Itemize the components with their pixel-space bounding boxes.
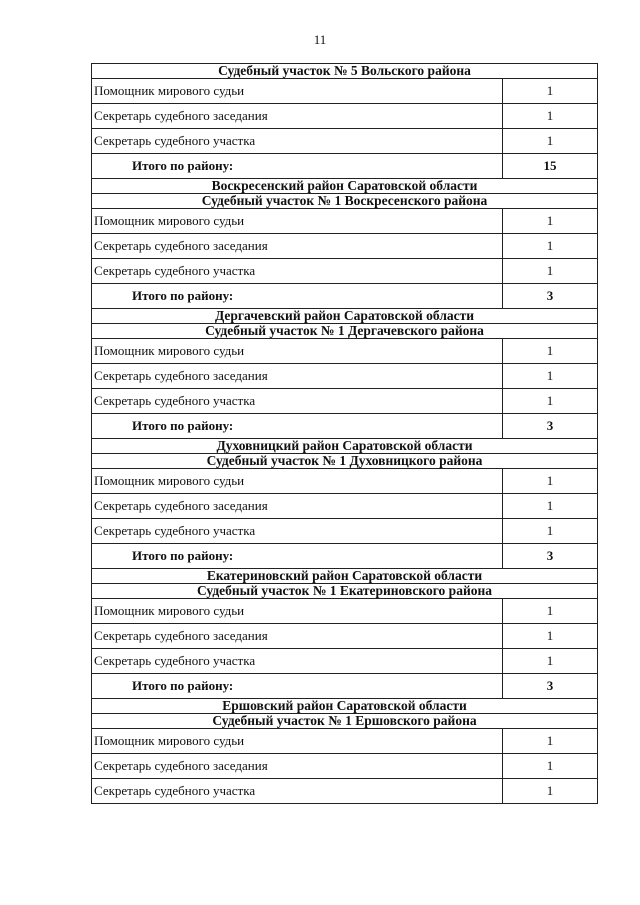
position-row bbox=[92, 79, 598, 104]
total-count: 15 bbox=[503, 154, 598, 179]
position-name: Секретарь судебного участка bbox=[92, 519, 503, 544]
position-count: 1 bbox=[503, 234, 598, 259]
position-count: 1 bbox=[503, 389, 598, 414]
position-name: Секретарь судебного участка bbox=[92, 779, 503, 804]
page-number: 11 bbox=[313, 32, 327, 47]
total-count: 3 bbox=[503, 414, 598, 439]
total-label: Итого по району: bbox=[92, 154, 503, 179]
staff-table bbox=[91, 63, 598, 804]
position-name: Секретарь судебного заседания bbox=[92, 104, 503, 129]
position-name: Помощник мирового судьи bbox=[92, 79, 503, 104]
position-name: Секретарь судебного участка bbox=[92, 129, 503, 154]
position-count: 1 bbox=[503, 339, 598, 364]
district-total-row bbox=[92, 154, 598, 179]
total-label: Итого по району: bbox=[92, 414, 503, 439]
position-name: Секретарь судебного участка bbox=[92, 649, 503, 674]
position-count: 1 bbox=[503, 469, 598, 494]
position-name: Секретарь судебного участка bbox=[92, 259, 503, 284]
section-heading-row bbox=[92, 179, 598, 194]
position-row bbox=[92, 389, 598, 414]
section-heading: Духовницкий район Саратовской области bbox=[92, 439, 598, 454]
position-name: Помощник мирового судьи bbox=[92, 729, 503, 754]
position-count: 1 bbox=[503, 259, 598, 284]
position-count: 1 bbox=[503, 79, 598, 104]
position-row bbox=[92, 599, 598, 624]
total-count: 3 bbox=[503, 544, 598, 569]
position-name: Помощник мирового судьи bbox=[92, 209, 503, 234]
position-row bbox=[92, 339, 598, 364]
position-count: 1 bbox=[503, 209, 598, 234]
section-heading-row bbox=[92, 569, 598, 584]
position-count: 1 bbox=[503, 754, 598, 779]
district-total-row bbox=[92, 674, 598, 699]
staff-table-body bbox=[92, 64, 598, 804]
total-count: 3 bbox=[503, 284, 598, 309]
section-heading-row bbox=[92, 699, 598, 714]
section-subheading-row bbox=[92, 714, 598, 729]
section-heading: Дергачевский район Саратовской области bbox=[92, 309, 598, 324]
position-name: Секретарь судебного участка bbox=[92, 389, 503, 414]
section-subheading: Судебный участок № 1 Ершовского района bbox=[92, 714, 598, 729]
position-count: 1 bbox=[503, 494, 598, 519]
district-total-row bbox=[92, 544, 598, 569]
position-name: Помощник мирового судьи bbox=[92, 339, 503, 364]
position-row bbox=[92, 104, 598, 129]
section-subheading: Судебный участок № 1 Духовницкого района bbox=[92, 454, 598, 469]
section-subheading-row bbox=[92, 194, 598, 209]
section-subheading: Судебный участок № 1 Воскресенского района bbox=[92, 194, 598, 209]
section-heading-row bbox=[92, 64, 598, 79]
section-heading-row bbox=[92, 309, 598, 324]
position-name: Секретарь судебного заседания bbox=[92, 624, 503, 649]
section-subheading-row bbox=[92, 324, 598, 339]
section-heading: Воскресенский район Саратовской области bbox=[92, 179, 598, 194]
position-row bbox=[92, 129, 598, 154]
district-total-row bbox=[92, 284, 598, 309]
position-name: Секретарь судебного заседания bbox=[92, 494, 503, 519]
section-subheading: Судебный участок № 1 Дергачевского района bbox=[92, 324, 598, 339]
position-name: Секретарь судебного заседания bbox=[92, 364, 503, 389]
section-subheading-row bbox=[92, 584, 598, 599]
section-subheading-row bbox=[92, 454, 598, 469]
position-count: 1 bbox=[503, 364, 598, 389]
position-name: Помощник мирового судьи bbox=[92, 469, 503, 494]
position-count: 1 bbox=[503, 624, 598, 649]
position-count: 1 bbox=[503, 649, 598, 674]
position-row bbox=[92, 779, 598, 804]
position-count: 1 bbox=[503, 104, 598, 129]
position-row bbox=[92, 259, 598, 284]
position-row bbox=[92, 624, 598, 649]
position-count: 1 bbox=[503, 129, 598, 154]
section-heading: Ершовский район Саратовской области bbox=[92, 699, 598, 714]
section-heading: Судебный участок № 5 Вольского района bbox=[92, 64, 598, 79]
position-row bbox=[92, 209, 598, 234]
position-row bbox=[92, 649, 598, 674]
position-count: 1 bbox=[503, 519, 598, 544]
position-count: 1 bbox=[503, 599, 598, 624]
position-row bbox=[92, 729, 598, 754]
position-row bbox=[92, 494, 598, 519]
position-count: 1 bbox=[503, 779, 598, 804]
total-count: 3 bbox=[503, 674, 598, 699]
position-name: Помощник мирового судьи bbox=[92, 599, 503, 624]
position-count: 1 bbox=[503, 729, 598, 754]
section-heading-row bbox=[92, 439, 598, 454]
position-row bbox=[92, 234, 598, 259]
total-label: Итого по району: bbox=[92, 674, 503, 699]
section-subheading: Судебный участок № 1 Екатериновского района bbox=[92, 584, 598, 599]
position-row bbox=[92, 364, 598, 389]
position-name: Секретарь судебного заседания bbox=[92, 234, 503, 259]
total-label: Итого по району: bbox=[92, 284, 503, 309]
section-heading: Екатериновский район Саратовской области bbox=[92, 569, 598, 584]
position-name: Секретарь судебного заседания bbox=[92, 754, 503, 779]
position-row bbox=[92, 754, 598, 779]
total-label: Итого по району: bbox=[92, 544, 503, 569]
district-total-row bbox=[92, 414, 598, 439]
position-row bbox=[92, 469, 598, 494]
position-row bbox=[92, 519, 598, 544]
